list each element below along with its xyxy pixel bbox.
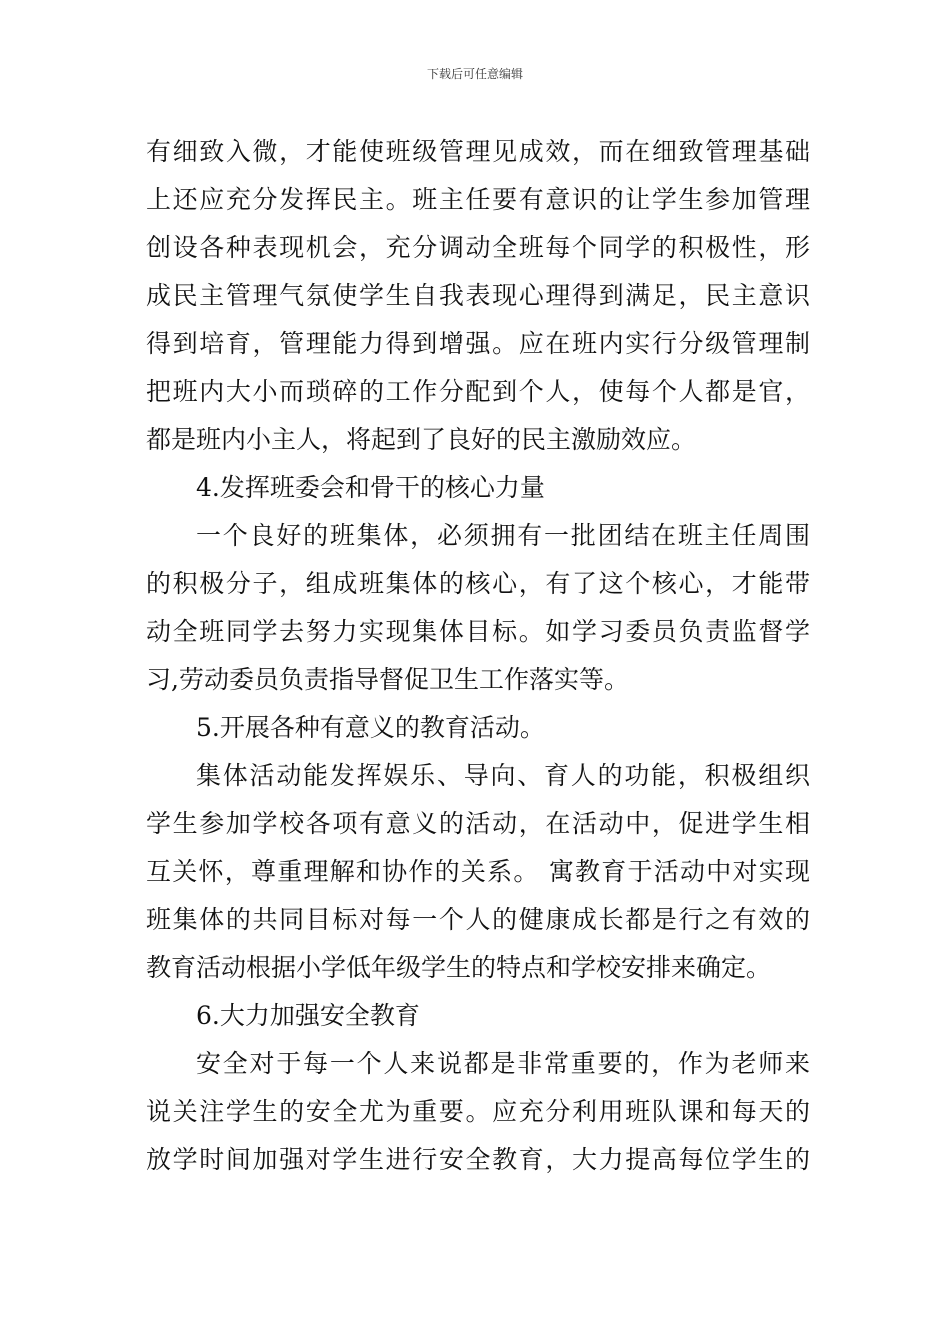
paragraph-line: 教育活动根据小学低年级学生的特点和学校安排来确定。 bbox=[146, 953, 772, 982]
paragraph-line: 学生参加学校各项有意义的活动，在活动中，促进学生相 bbox=[146, 809, 810, 838]
paragraph-line: 说关注学生的安全尤为重要。应充分利用班队课和每天的 bbox=[146, 1097, 810, 1126]
paragraph-line: 成民主管理气氛使学生自我表现心理得到满足，民主意识 bbox=[146, 281, 810, 310]
paragraph-line: 班集体的共同目标对每一个人的健康成长都是行之有效的 bbox=[146, 905, 810, 934]
paragraph-line: 都是班内小主人，将起到了良好的民主激励效应。 bbox=[146, 425, 697, 454]
section-heading: 4.发挥班委会和骨干的核心力量 bbox=[196, 473, 545, 502]
paragraph-line: 放学时间加强对学生进行安全教育，大力提高每位学生的 bbox=[146, 1145, 810, 1174]
paragraph-line: 安全对于每一个人来说都是非常重要的，作为老师来 bbox=[196, 1049, 810, 1078]
paragraph-line: 创设各种表现机会，充分调动全班每个同学的积极性，形 bbox=[146, 233, 810, 262]
section-heading: 6.大力加强安全教育 bbox=[196, 1001, 420, 1030]
paragraph-line: 一个良好的班集体，必须拥有一批团结在班主任周围 bbox=[196, 521, 810, 550]
paragraph-line: 得到培育，管理能力得到增强。应在班内实行分级管理制 bbox=[146, 329, 810, 358]
paragraph-line: 的积极分子，组成班集体的核心，有了这个核心，才能带 bbox=[146, 569, 810, 598]
paragraph-line: 动全班同学去努力实现集体目标。如学习委员负责监督学 bbox=[146, 617, 810, 646]
section-heading: 5.开展各种有意义的教育活动。 bbox=[196, 713, 545, 742]
paragraph-line: 集体活动能发挥娱乐、导向、育人的功能，积极组织 bbox=[196, 761, 810, 790]
page-header: 下载后可任意编辑 bbox=[426, 67, 523, 81]
paragraph-line: 把班内大小而琐碎的工作分配到个人，使每个人都是官， bbox=[146, 377, 810, 406]
body-text bbox=[146, 128, 810, 1184]
paragraph-line: 互关怀，尊重理解和协作的关系。 寓教育于活动中对实现 bbox=[146, 857, 810, 886]
paragraph-line: 习,劳动委员负责指导督促卫生工作落实等。 bbox=[146, 665, 629, 694]
paragraph-line: 上还应充分发挥民主。班主任要有意识的让学生参加管理 bbox=[146, 185, 810, 214]
paragraph-line: 有细致入微，才能使班级管理见成效，而在细致管理基础 bbox=[146, 137, 810, 166]
